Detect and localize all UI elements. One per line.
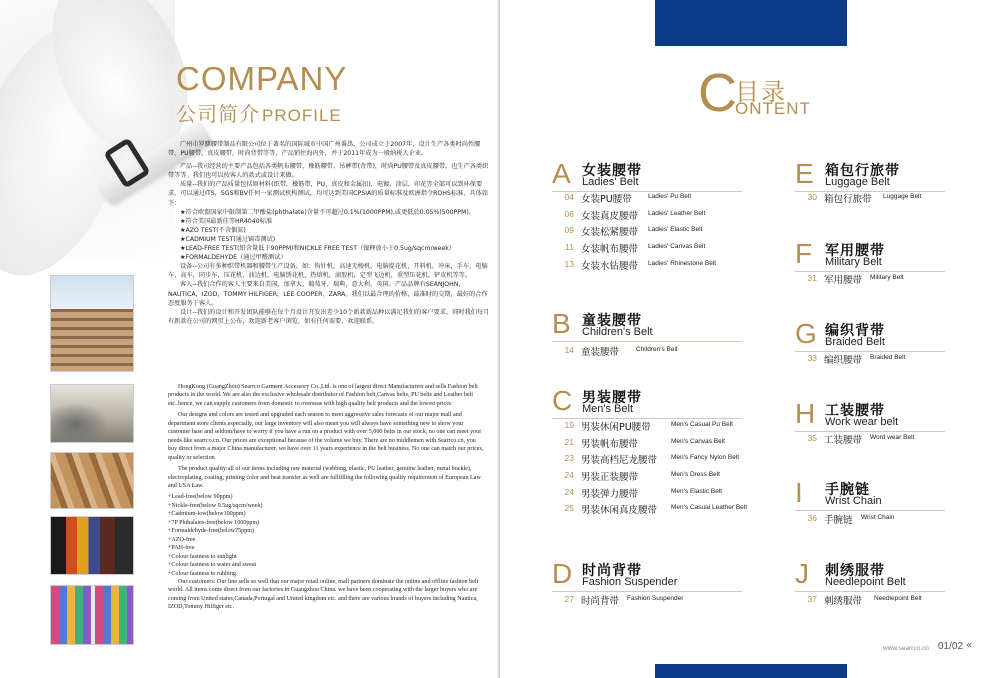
entry-page: 04 — [564, 192, 574, 202]
entry-page: 14 — [564, 345, 574, 355]
entry-cn: 男装休闲真皮腰带 — [581, 505, 658, 517]
webbing-rolls-photo — [50, 585, 134, 645]
cn-paragraph: 客人--我们合作的客人主要来自美国，加拿大，葡萄牙，瑞典，意大利，英国。产品品牌有SEANJOHN，NAUTICA，IZOD，TOMMY HILFIGER，LEE COOPER，ZARA。我们以最合理的价格，最准时的交期，最好的合作态度服务于客人。 — [168, 281, 488, 307]
entry-cn: 工装腰带 — [824, 435, 863, 446]
cn-list-item: ★符合美国最新佳等HR4040标准 — [180, 217, 273, 225]
category-en-title: Men's Belt — [582, 403, 634, 415]
entry-en: Needlepoint Belt — [874, 595, 922, 602]
entry-page: 35 — [807, 433, 817, 443]
subtitle-cn: 公司简介 — [176, 104, 260, 126]
entry-cn: 男装高档尼龙腰带 — [581, 455, 658, 467]
subtitle-en: PROFILE — [262, 106, 342, 125]
category-en-title: Military Belt — [825, 256, 882, 268]
cn-list-item: ★AZO TEST(不含偶氮) — [180, 226, 246, 234]
entry-cn: 男装帆布腰带 — [581, 438, 639, 450]
category-letter: A — [552, 158, 571, 189]
entry-page: 33 — [807, 353, 817, 363]
entry-en: Ladies' Pu Belt — [648, 193, 692, 200]
entry-page: 27 — [564, 594, 574, 604]
en-paragraph: Our customers: Our line sells so well that our major retail online, mall partners dominate the online and offline fashion belt world. All items come direct from our factories in Guangzhou China. we have been cooperating with the larger buyers who are coming from United states,Canada,Portugal and United kingdom etc. and there are various brands of buyers including Nautica, IZOD,Tommy Hilfiger etc. — [168, 578, 479, 611]
entry-cn: 女装真皮腰带 — [581, 210, 639, 222]
en-list-item: +Cadmium-low(below100ppm) — [168, 511, 246, 518]
entry-cn: 女装水钻腰带 — [581, 260, 639, 272]
entry-page: 24 — [564, 486, 574, 497]
category-en-title: Children's Belt — [582, 326, 653, 338]
entry-cn: 女装PU腰带 — [581, 194, 632, 205]
category-en-title: Work wear belt — [825, 416, 899, 428]
entry-cn: 刺绣服带 — [824, 596, 863, 607]
entry-cn: 男装弹力腰带 — [581, 488, 639, 500]
entry-cn: 女装松紧腰带 — [581, 227, 639, 239]
en-list-item: +7P Phthalates-free(below 1000ppm) — [168, 519, 260, 526]
entry-page: 31 — [807, 273, 817, 283]
category-en-title: Needlepoint Belt — [825, 576, 906, 588]
heading-letter: C — [698, 63, 737, 123]
entry-en: Men's Dress Belt — [671, 471, 720, 479]
category-en-title: Ladies' Belt — [582, 176, 639, 188]
en-list-item: +Colour fastness to sunlight — [168, 553, 237, 560]
entry-en: Wrist Chain — [861, 514, 895, 521]
cn-list-item: ★LEAD-FREE TEST(铅含量低于90PPM)和NICKLE FREE TEST（镍释放小于0.5ug/sqcm/week） — [180, 245, 456, 253]
en-list-item: +Nickle-free(below 0.5ug/sqcm/week) — [168, 502, 263, 509]
factory-building-photo — [50, 275, 134, 372]
category-cn-title: 男装腰带 — [582, 390, 642, 406]
company-profile-page — [0, 0, 498, 678]
en-paragraph: Our designs and colors are tested and upgraded each season to meet aggressive sales forecasts of our major mall and department store clients.especially, our large inventory will also mean you will always have something new to show your customer base and seldom/have to worry if you have a run on a product with over 5,000 belts in our stock, no one can meet your needs like searrco.cn. Our prices are exceptional because of the volume we buy. There are no middlemen with Searrco.cn, you buy direct from a major China manufacturer. we have over 11 years experience in the belt business. No one can match our prices, quality or selection — [168, 412, 484, 461]
category-letter: J — [795, 558, 809, 589]
company-subtitle — [176, 98, 342, 127]
en-list-item: +Formaldehyde-free(below75ppm) — [168, 528, 255, 535]
cn-list-item: ★FORMALDEHYDE（通过甲醛测试） — [180, 254, 287, 262]
entry-page: 21 — [564, 436, 574, 447]
en-list-item: +Lead-free(below 90ppm) — [168, 494, 233, 501]
en-list-item: +Colour fastness to rubbing — [168, 570, 236, 577]
workshop-photo — [50, 384, 134, 443]
entry-en: Men's Fancy Nylon Belt — [671, 454, 740, 462]
entry-en: Braided Belt — [870, 354, 906, 361]
entry-cn: 男装正装腰带 — [581, 472, 639, 484]
category-letter: C — [552, 385, 573, 416]
entry-page: 37 — [807, 594, 817, 604]
english-intro — [168, 383, 486, 615]
category-cn-title: 箱包行旅带 — [825, 163, 900, 179]
category-letter: E — [795, 158, 814, 189]
entry-en: Ladies' Rhinestone Belt — [648, 259, 717, 267]
entry-cn: 编织腰带 — [824, 355, 863, 366]
category-letter: H — [795, 398, 816, 429]
entry-en: Military Belt — [870, 274, 904, 281]
entry-en: Ladies' Leather Belt — [648, 209, 706, 217]
cn-paragraph: 设备--公司有多种织带机器和腰带生产设备，如：钩针机，高速无梭机，电脑提花机，开料机，冲床，手车，电脑车，高车，同步车，压花机，油边机，电脑绣花机，热熔机，滚胶机，定型飞边机，重型压花机，铲皮机等等。 — [168, 263, 488, 280]
entry-page: 19 — [564, 420, 574, 430]
hero-belt-image — [0, 0, 175, 260]
footer-page-number: 01/02 — [938, 641, 964, 652]
category-cn-title: 工装腰带 — [825, 403, 885, 419]
entry-page: 24 — [564, 470, 574, 481]
entry-page: 09 — [564, 225, 574, 236]
entry-cn: 童装腰带 — [581, 347, 620, 358]
entry-cn: 军用腰带 — [824, 275, 863, 286]
entry-page: 30 — [807, 192, 817, 202]
entry-en: Ladies' Canvas Belt — [648, 243, 706, 251]
entry-en: Men's Casual Leather Belt — [671, 504, 748, 512]
en-list-item: +PAH-free — [168, 545, 195, 552]
category-cn-title: 手腕链 — [825, 482, 870, 498]
cn-list-item: ★符合欧盟国家中限制第二甲酸盐(phthalate)含量不可超过0.1%(1000PPM),或更低於0.05%(500PPM)。 — [180, 208, 475, 216]
entry-page: 23 — [564, 453, 574, 464]
entry-page: 25 — [564, 503, 574, 514]
contents-page — [500, 0, 999, 678]
category-cn-title: 女装腰带 — [582, 163, 642, 179]
en-paragraph: HongKong (GuangZhou) Searrco Garment Accessory Co.,Ltd. is one of largest direct Manufacturers and sells Fashion belt products in the world. We are also the exclusive wholesale distributor of Fashion belt,Canvas belts, PU belts and Leather belt etc..hence, we can supply customers from domestic to overseas with high quality belt products and the lowest prices — [168, 384, 478, 407]
entry-en: Ladies' Elastic Belt — [648, 226, 703, 234]
entry-page: 36 — [807, 513, 817, 523]
cn-list-item: ★CADMIUM TEST(通过镉毒测试) — [180, 235, 276, 243]
entry-en: Men's Elastic Belt — [671, 487, 723, 495]
entry-page: 06 — [564, 208, 574, 219]
category-en-title: Wrist Chain — [825, 495, 882, 507]
category-letter: B — [552, 308, 571, 339]
footer-website: www.searrco.cn — [883, 645, 929, 652]
en-list-item: +Colour fastness to water and sweat — [168, 562, 257, 569]
leather-belts-photo — [50, 452, 134, 509]
heading-en: ONTENT — [735, 99, 811, 118]
prev-page-arrow-icon[interactable]: « — [966, 640, 973, 651]
cn-paragraph: 产品--我司经营的主要产品包括各类帆布腰带、橡筋腰带、吊裤带(背带)，时尚PU腰带及真皮腰带，也生产各类织带等等。我们也可以按客人的款式或设计来做。 — [168, 163, 489, 180]
cn-paragraph: 质量--我们的产品质量包括原材料(织带，橡筋带，PU，真皮和金属扣)，电镀，涂层，印花等全部可以到环保要求，可以通过ITS，SGS和BV任何一家测试机构测试，均可达到美国CPSIA的质量标准及欧洲指令ROHS标准，具体如下： — [168, 181, 488, 207]
entry-cn: 手腕链 — [824, 515, 853, 526]
category-letter: F — [795, 238, 813, 269]
entry-en: Men's Canvas Belt — [671, 437, 725, 445]
category-en-title: Braided Belt — [825, 336, 885, 348]
category-cn-title: 时尚背带 — [582, 563, 642, 579]
entry-page: 11 — [565, 242, 574, 253]
company-title: COMPANY — [176, 60, 348, 97]
entry-cn: 女装帆布腰带 — [581, 244, 639, 256]
colored-leather-photo — [50, 516, 134, 575]
category-cn-title: 编织背带 — [825, 323, 885, 339]
bottom-blue-bar — [655, 664, 847, 678]
entry-cn: 时尚背带 — [581, 596, 620, 607]
entry-cn: 男装休闲PU腰带 — [581, 422, 651, 433]
category-letter: G — [795, 318, 817, 349]
entry-en: Luggage Belt — [883, 193, 922, 200]
cn-paragraph: 设计--我们的设计和开发团队能够在每个月设计开发出差少10个新款新品种以满足我们的客户要求。同时我们每月有新款在公司的网页上公布，欢迎新老客户浏览，如有任何需要，欢迎联系。 — [168, 308, 490, 325]
category-letter: I — [795, 477, 803, 508]
entry-en: Men's Casual Pu Belt — [671, 421, 733, 428]
heading-cn: 目录 — [735, 79, 787, 106]
category-en-title: Fashion Suspender — [582, 576, 678, 588]
category-letter: D — [552, 558, 573, 589]
entry-en: Children's Belt — [636, 346, 678, 353]
chinese-intro — [168, 140, 490, 326]
category-cn-title: 刺绣服带 — [825, 563, 885, 579]
category-cn-title: 童装腰带 — [582, 313, 642, 329]
category-cn-title: 军用腰带 — [825, 243, 885, 259]
entry-en: Fashion Suspender — [627, 595, 684, 602]
category-en-title: Luggage Belt — [825, 176, 890, 188]
top-blue-bar — [655, 0, 847, 46]
en-paragraph: The product quality:all of our items including raw material (webbing, elastic, PU leather, genuine leather, metal buckle), electroplating, coating, printing color and heat transfer as well are fullfilling the following quality requirement of European Law and USA Law. — [168, 466, 481, 489]
entry-en: Word wear Belt — [870, 434, 915, 441]
en-list-item: +AZO-free — [168, 536, 196, 543]
entry-page: 13 — [564, 258, 574, 269]
entry-cn: 箱包行旅带 — [824, 194, 872, 205]
cn-paragraph: 广州市罗騏腰带制品有限公司位于著名的国际城市中国广州番禺，公司成立于2007年，设计生产各类时尚性腰带，PU腰带，真皮腰带，时尚背带等等，产品销往海内外，并于2011年成为一般纳税人企业。 — [168, 141, 481, 158]
